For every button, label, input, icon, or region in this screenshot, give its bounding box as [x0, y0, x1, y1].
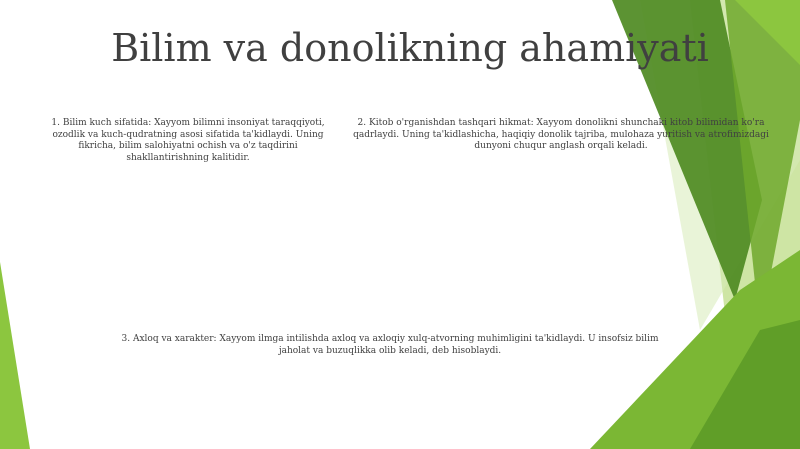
left-green-sliver: [0, 262, 30, 449]
slide-title: Bilim va donolikning ahamiyati: [111, 26, 709, 70]
point-3-text: 3. Axloq va xarakter: Xayyom ilmga intilishda axloq va axloqiy xulq-atvorning muhimligini ta'kidlaydi. U insofsiz bilim jaholat va buzuqlikka olib keladi, deb hisoblaydi.: [121, 334, 659, 356]
point-2-text: 2. Kitob o'rganishdan tashqari hikmat: Xayyom donolikni shunchaki kitob bilimidan ko'ra qadrlaydi. Uning ta'kidlashicha, haqiqiy donolik tajriba, mulohaza yuritish va atrofimizdagi dunyoni chuqur anglash orqali keladi.: [353, 118, 769, 151]
point-1-text: 1. Bilim kuch sifatida: Xayyom bilimni insoniyat taraqqiyoti, ozodlik va kuch-qudratning asosi sifatida ta'kidlaydi. Uning fikricha, bilim salohiyatni ochish va o'z taqdirini shakllantirishning kalitidir.: [51, 118, 325, 163]
